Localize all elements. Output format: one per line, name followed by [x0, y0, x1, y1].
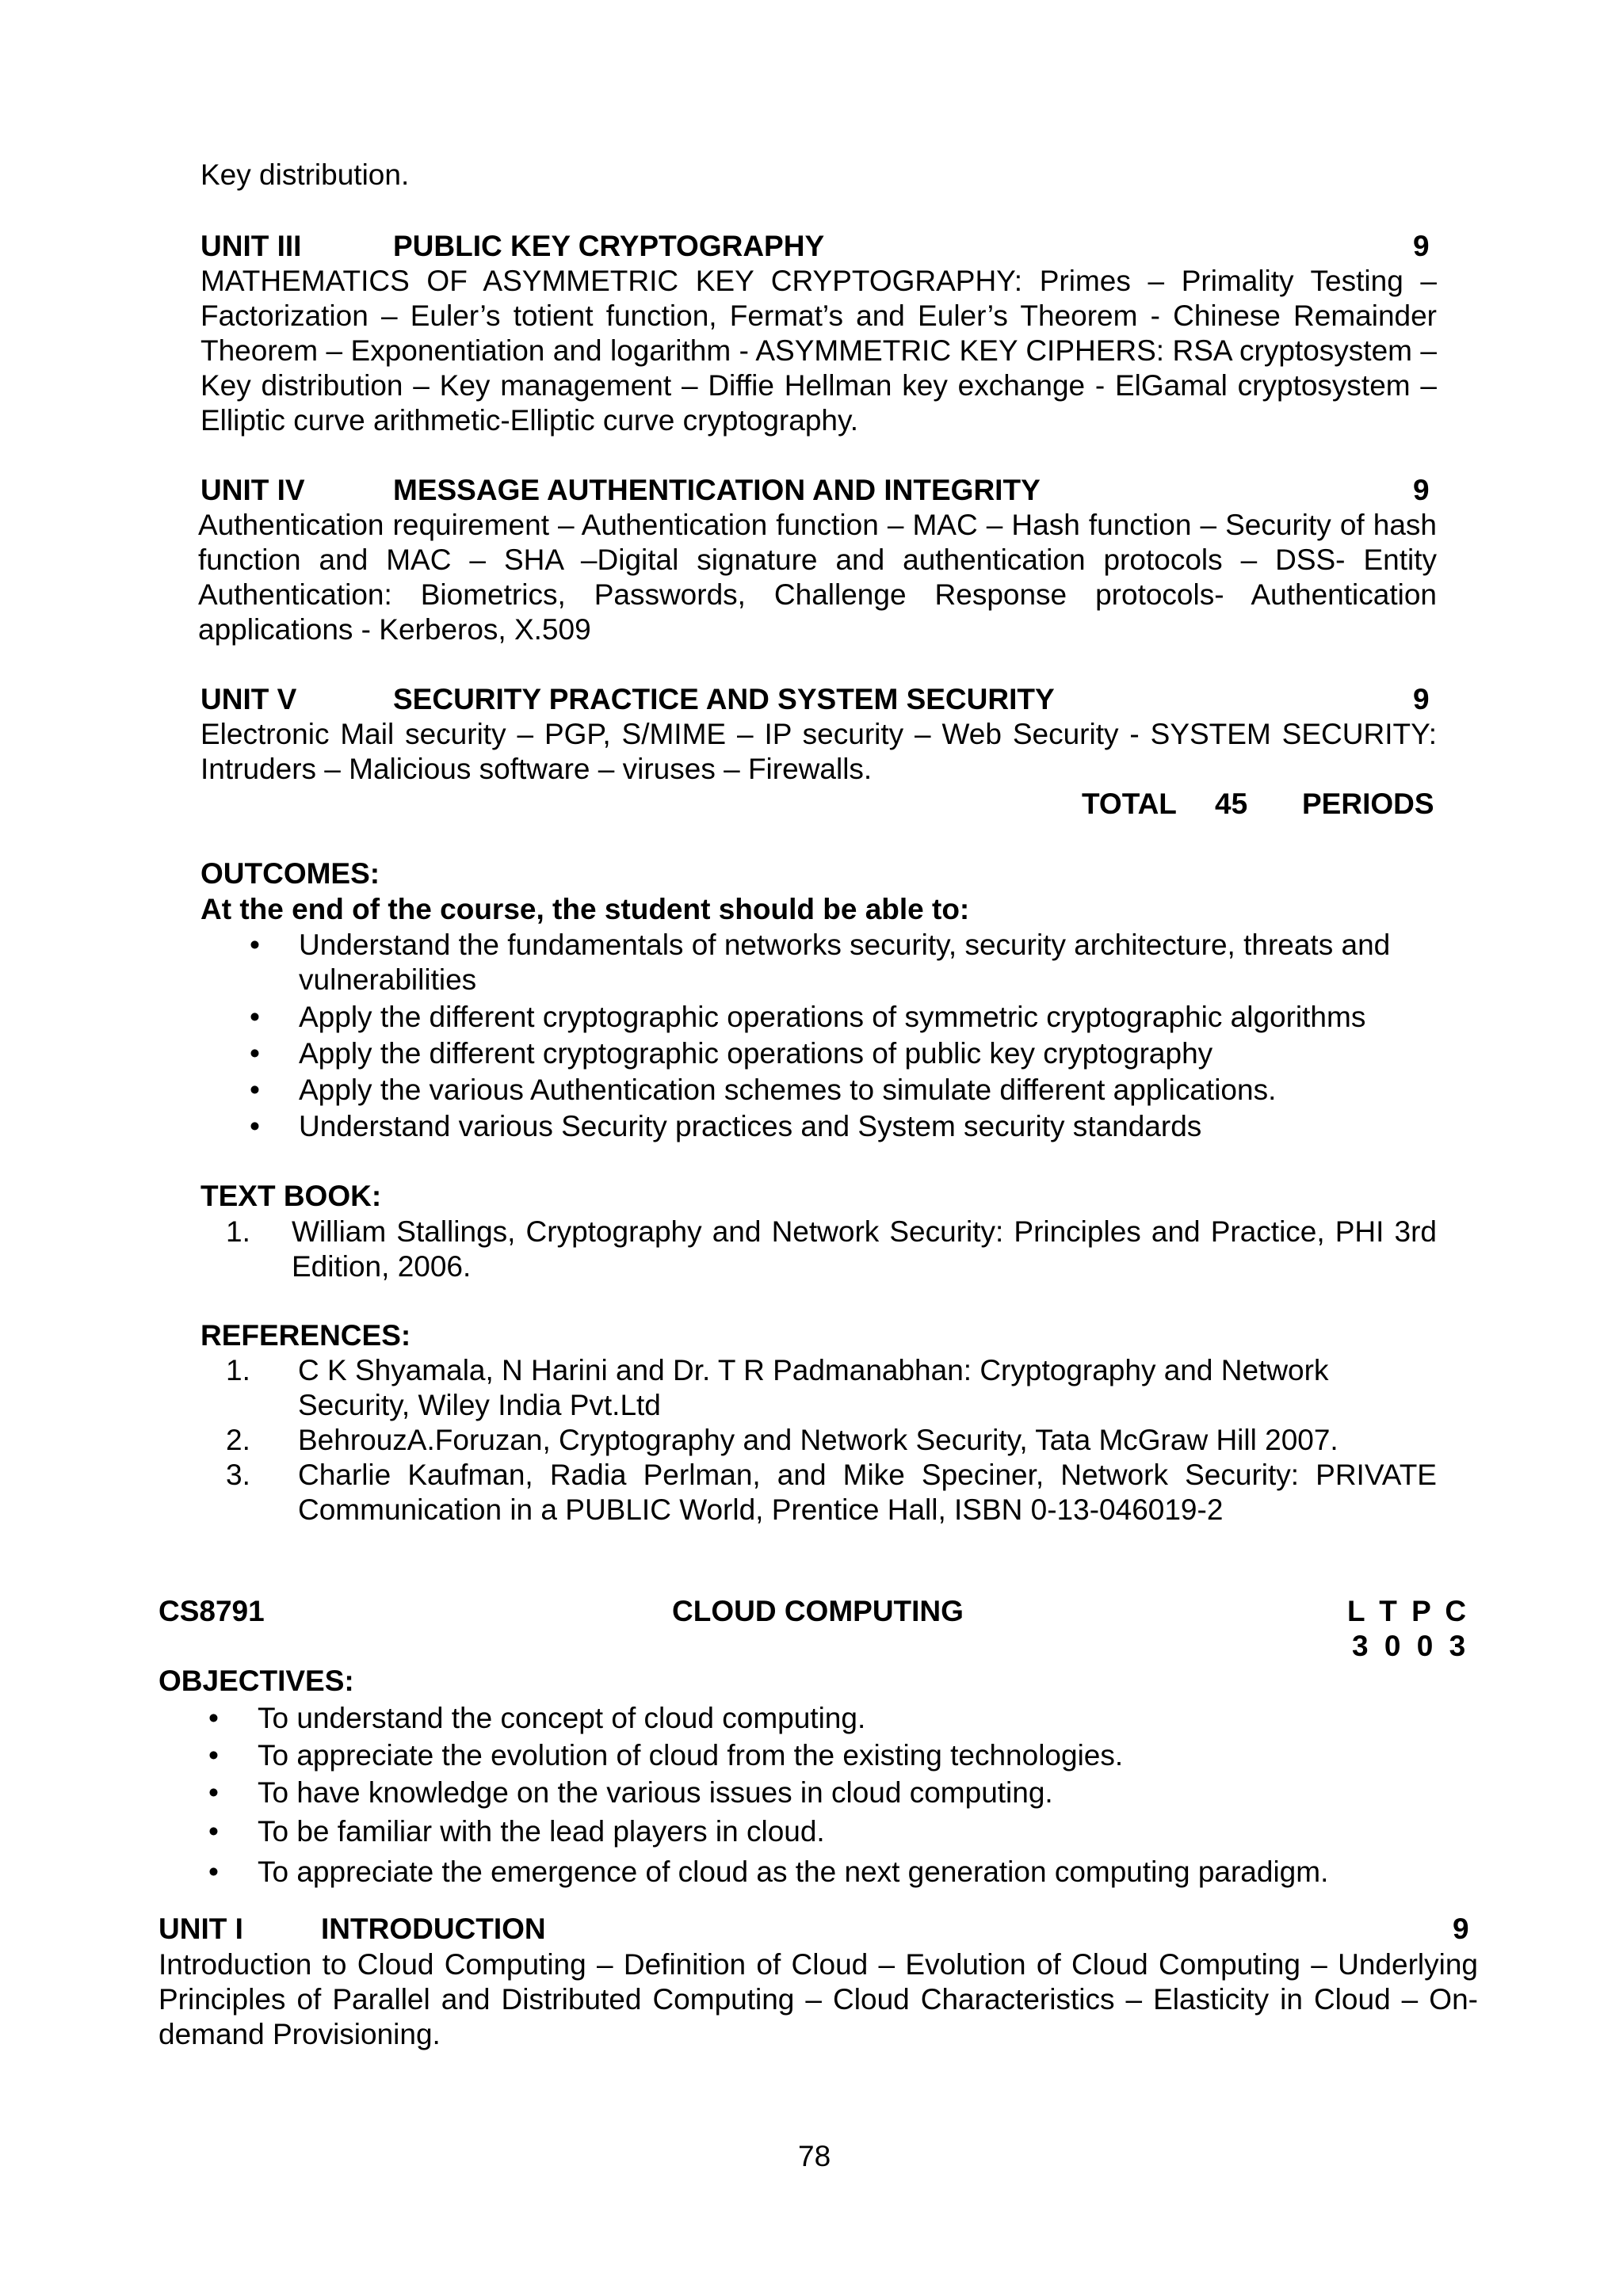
unit-iv-heading [200, 473, 1429, 508]
unit-hours: 9 [1413, 230, 1430, 262]
unit-code: UNIT I [158, 1913, 243, 1945]
unit-title: PUBLIC KEY CRYPTOGRAPHY [393, 230, 825, 262]
course-code: CS8791 [158, 1595, 265, 1627]
outcome-text: Apply the various Authentication schemes to simulate different applications. [299, 1074, 1277, 1106]
unit-iv-body: Authentication requirement – Authentication function – MAC – Hash function – Security of hash function and MAC – SHA –Digital signature and authentication protocols – DSS- Entity Authentication: Biometrics, Passwords, Challenge Response protocols- Authentication applications - Kerberos, X.509 [198, 509, 1437, 646]
textbook-heading: TEXT BOOK: [200, 1180, 382, 1212]
unit-v-heading [200, 682, 1429, 717]
outcome-text: Understand various Security practices and System security standards [299, 1110, 1202, 1142]
unit-title: MESSAGE AUTHENTICATION AND INTEGRITY [393, 474, 1041, 506]
unit-iii-heading [200, 229, 1429, 264]
textbook-item [226, 1215, 1437, 1286]
outcome-text: Apply the different cryptographic operations of symmetric cryptographic algorithms [299, 1001, 1366, 1033]
total-label: TOTAL [1082, 788, 1177, 820]
item-number: 1. [226, 1354, 250, 1386]
reference-item [226, 1458, 1437, 1527]
unit-code: UNIT III [200, 230, 302, 262]
item-number: 2. [226, 1424, 250, 1456]
outcomes-intro: At the end of the course, the student should be able to: [200, 893, 970, 925]
continuation-line: Key distribution. [200, 158, 410, 191]
total-unit: PERIODS [1302, 788, 1434, 820]
objective-text: To appreciate the emergence of cloud as the next generation computing paradigm. [258, 1855, 1329, 1888]
outcome-text: Understand the fundamentals of networks security, security architecture, threats and vulnerabilities [299, 929, 1391, 996]
reference-item [226, 1423, 1437, 1458]
unit-code: UNIT IV [200, 474, 305, 506]
ltpc-values: 3 0 0 3 [1352, 1630, 1466, 1662]
item-number: 1. [226, 1215, 250, 1248]
bullet-icon: • [208, 1855, 219, 1888]
total-value: 45 [1215, 788, 1248, 820]
page-number: 78 [798, 2140, 831, 2172]
bullet-icon: • [250, 1037, 260, 1070]
item-text: C K Shyamala, N Harini and Dr. T R Padmanabhan: Cryptography and Network Security, Wiley India Pvt.Ltd [298, 1354, 1329, 1421]
item-text: William Stallings, Cryptography and Network Security: Principles and Practice, PHI 3rd Edition, 2006. [292, 1215, 1437, 1283]
item-text: Charlie Kaufman, Radia Perlman, and Mike Speciner, Network Security: PRIVATE Communication in a PUBLIC World, Prentice Hall, ISBN 0-13-046019-2 [298, 1459, 1437, 1526]
bullet-icon: • [250, 1074, 260, 1106]
unit-hours: 9 [1413, 474, 1430, 506]
cloud-unit-i-body: Introduction to Cloud Computing – Definition of Cloud – Evolution of Cloud Computing – Underlying Principles of Parallel and Distributed Computing – Cloud Characteristics – Elasticity in Cloud – On-demand Provisioning. [158, 1948, 1478, 2050]
objective-text: To understand the concept of cloud computing. [258, 1702, 866, 1734]
bullet-icon: • [208, 1815, 219, 1848]
unit-hours: 9 [1453, 1913, 1469, 1945]
objective-text: To appreciate the evolution of cloud from the existing technologies. [258, 1739, 1124, 1772]
objective-text: To be familiar with the lead players in cloud. [258, 1815, 825, 1848]
unit-hours: 9 [1413, 683, 1430, 715]
reference-item [226, 1353, 1367, 1423]
cloud-unit-i-heading [158, 1912, 1474, 1947]
item-text: BehrouzA.Foruzan, Cryptography and Network Security, Tata McGraw Hill 2007. [298, 1424, 1338, 1456]
objectives-heading: OBJECTIVES: [158, 1665, 354, 1697]
bullet-icon: • [208, 1739, 219, 1772]
unit-v-body: Electronic Mail security – PGP, S/MIME – IP security – Web Security - SYSTEM SECURITY: Intruders – Malicious software – viruses – Firewalls. [200, 718, 1437, 785]
unit-title: INTRODUCTION [321, 1913, 546, 1945]
item-number: 3. [226, 1459, 250, 1491]
outcome-text: Apply the different cryptographic operations of public key cryptography [299, 1037, 1213, 1070]
objective-text: To have knowledge on the various issues in cloud computing. [258, 1776, 1053, 1809]
outcomes-heading: OUTCOMES: [200, 857, 380, 890]
bullet-icon: • [208, 1702, 219, 1734]
bullet-icon: • [250, 1001, 260, 1033]
unit-iii-body: MATHEMATICS OF ASYMMETRIC KEY CRYPTOGRAPHY: Primes – Primality Testing – Factorization – Euler’s totient function, Fermat’s and Euler’s Theorem - Chinese Remainder Theorem – Exponentiation and logarithm - ASYMMETRIC KEY CIPHERS: RSA cryptosystem – Key distribution – Key management – Diffie Hellman key exchange - ElGamal cryptosystem – Elliptic curve arithmetic-Elliptic curve cryptography. [200, 265, 1437, 437]
outcome-item [250, 928, 1438, 997]
unit-title: SECURITY PRACTICE AND SYSTEM SECURITY [393, 683, 1055, 715]
bullet-icon: • [208, 1776, 219, 1809]
bullet-icon: • [250, 929, 260, 961]
bullet-icon: • [250, 1110, 260, 1142]
unit-code: UNIT V [200, 683, 297, 715]
references-heading: REFERENCES: [200, 1319, 411, 1352]
ltpc-labels: L T P C [1347, 1595, 1467, 1627]
course-title: CLOUD COMPUTING [672, 1595, 964, 1627]
